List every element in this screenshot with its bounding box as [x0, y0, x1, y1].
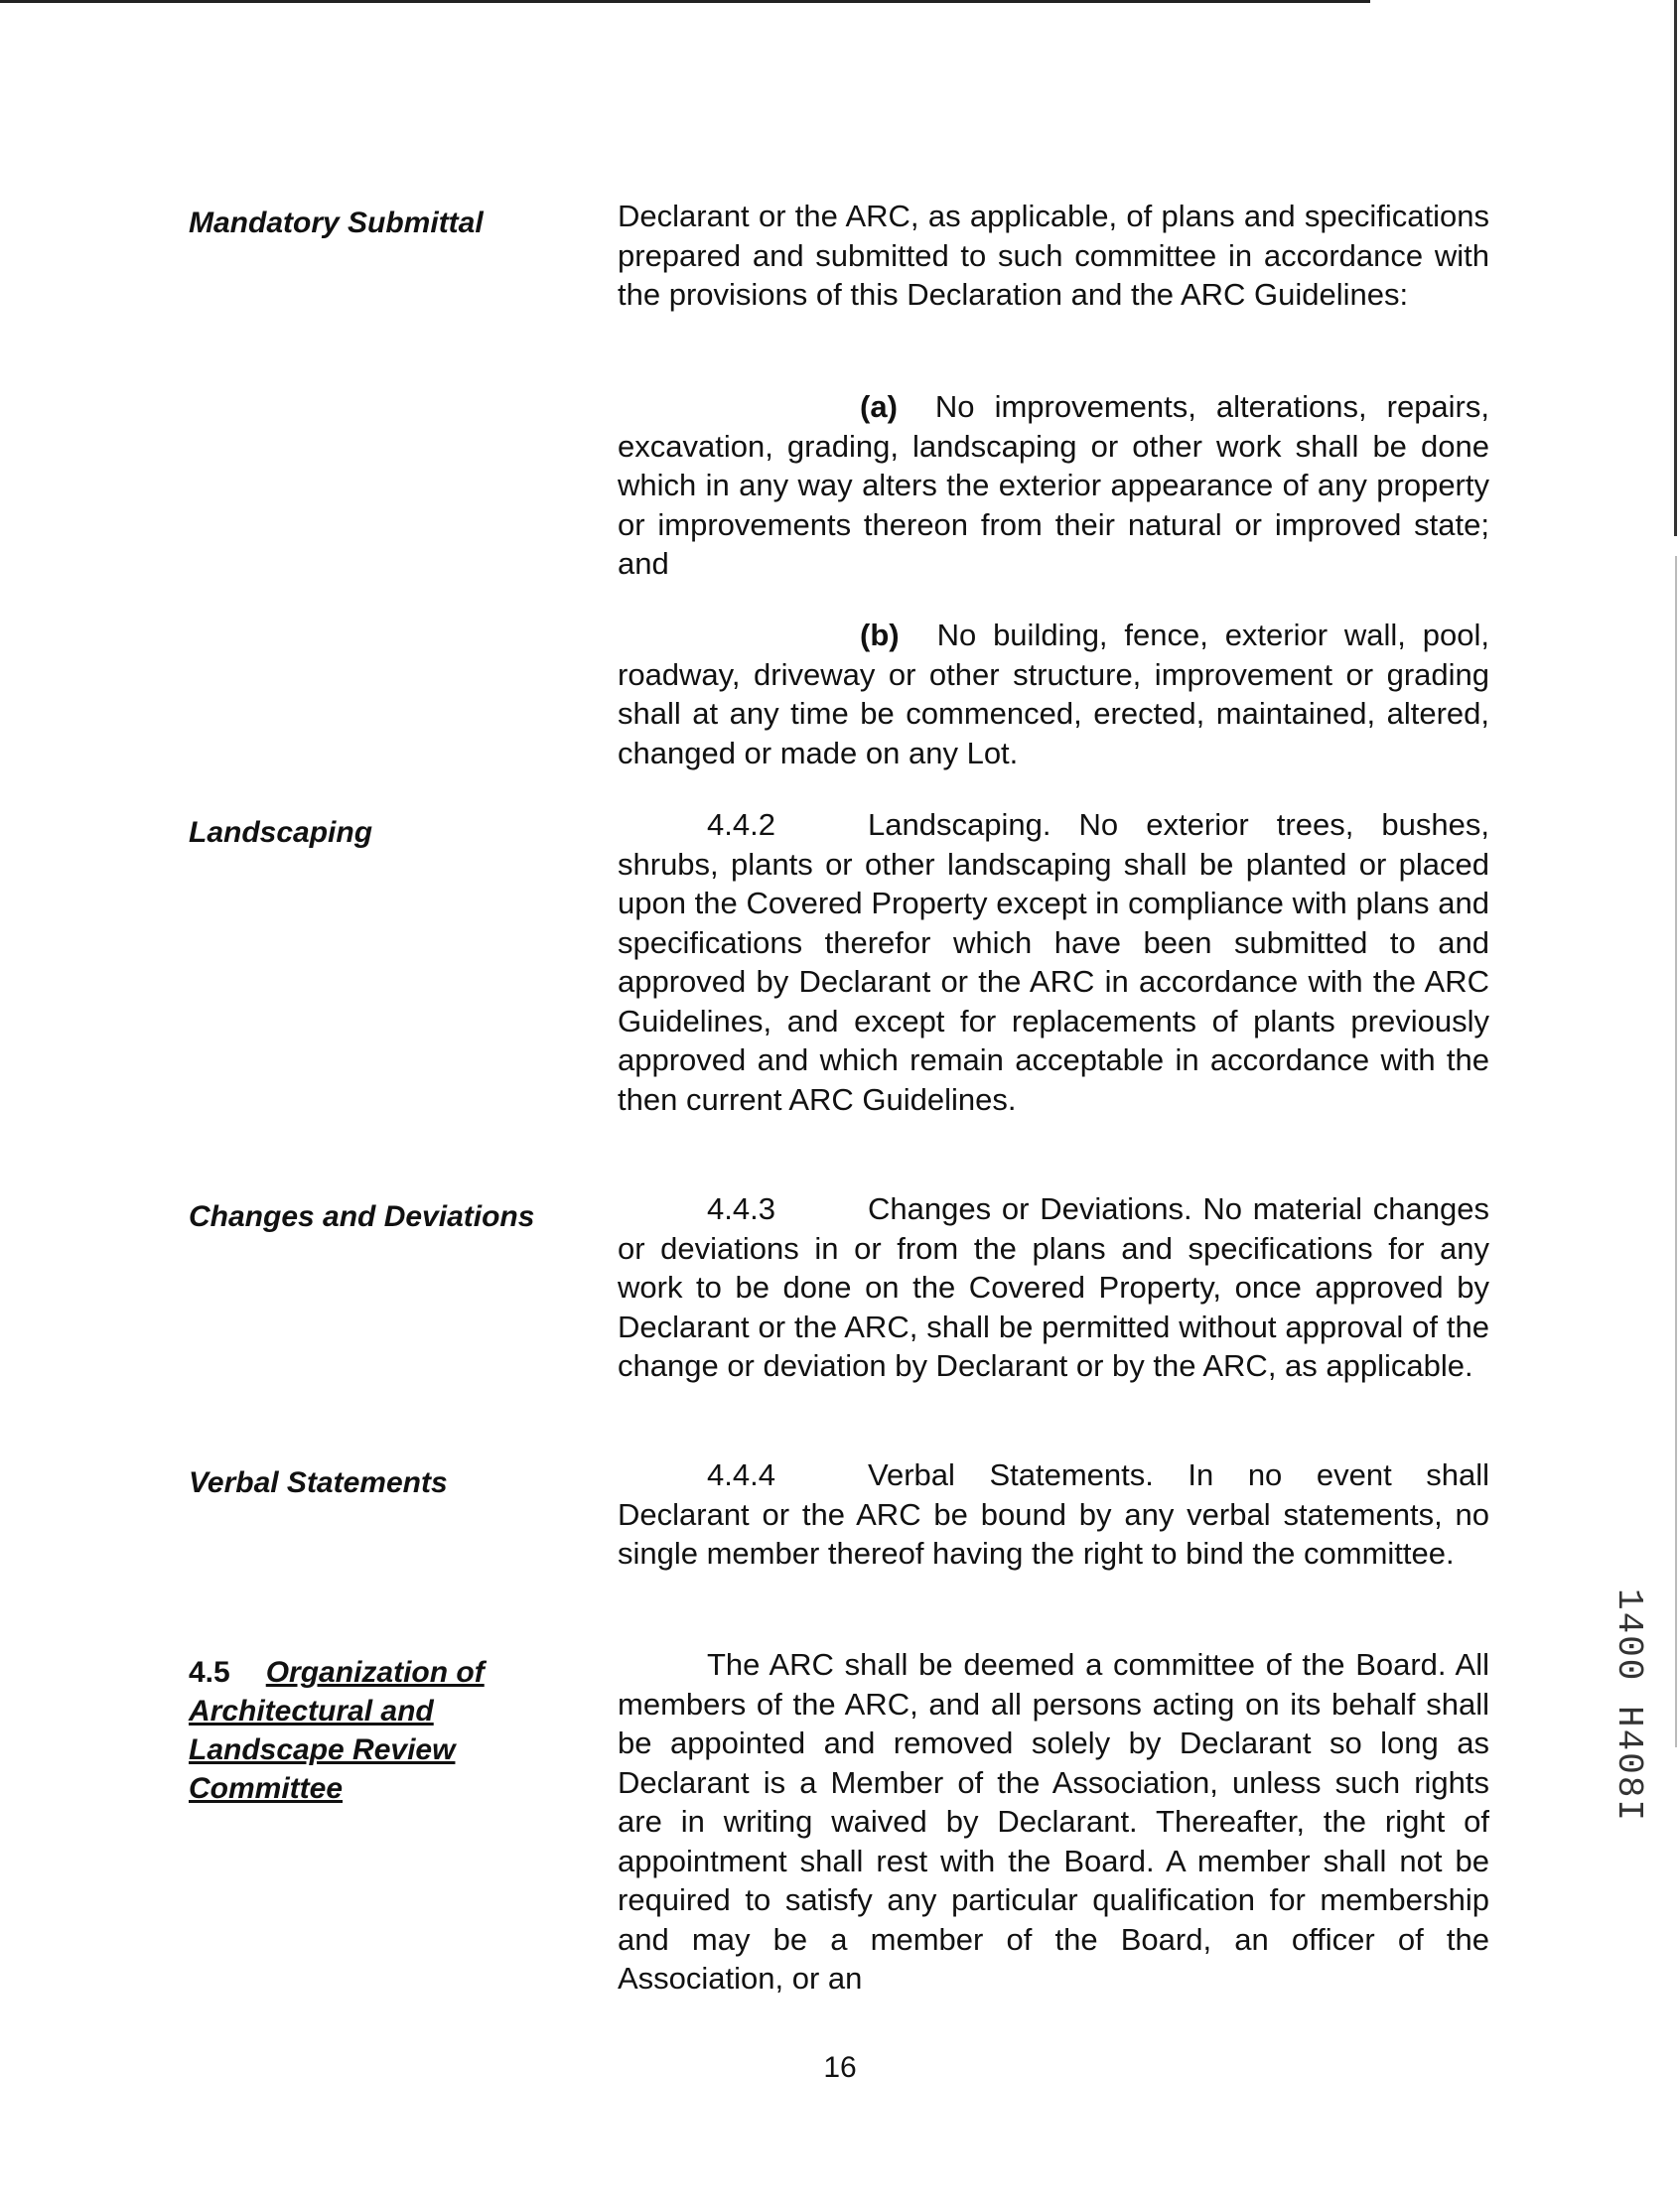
- top-border-line: [0, 0, 1370, 3]
- heading-changes-deviations: Changes and Deviations: [189, 1200, 535, 1233]
- paragraph-sub-a: [618, 387, 1489, 584]
- paragraph-4-5: [618, 1645, 1489, 1999]
- paragraph-4-4-4: [618, 1455, 1489, 1574]
- section-number-4-4-3: 4.4.3: [707, 1191, 775, 1226]
- heading-mandatory-submittal: Mandatory Submittal: [189, 207, 484, 239]
- paragraph-4-4-3: [618, 1189, 1489, 1386]
- organization-title-line-1: Organization of: [265, 1656, 485, 1689]
- sub-b-label: (b): [860, 618, 900, 652]
- heading-organization: [189, 1653, 596, 1808]
- organization-title-line-4: Committee: [189, 1772, 344, 1805]
- side-recording-number: 1400 H408I: [1609, 1588, 1649, 1824]
- section-4-4-2-text: Landscaping. No exterior trees, bushes, shrubs, plants or other landscaping shall be planted or placed upon the Covered Property except in compliance with plans and specifications therefor which have been submitted to and approved by Declarant or the ARC in accordance with the ARC Guidelines, and except for replacements of plants previously approved and which remain acceptable in accordance with the then current ARC Guidelines.: [618, 807, 1489, 1117]
- right-border-line: [1674, 0, 1677, 536]
- section-4-4-3-text: Changes or Deviations. No material changes or deviations in or from the plans and specifications for any work to be done on the Covered Property, once approved by Declarant or the ARC, shall be permitted without approval of the change or deviation by Declarant or by the ARC, as applicable.: [618, 1191, 1489, 1383]
- paragraph-sub-b: [618, 616, 1489, 772]
- sub-a-label: (a): [860, 389, 898, 424]
- heading-verbal-statements: Verbal Statements: [189, 1466, 448, 1499]
- heading-landscaping: Landscaping: [189, 816, 373, 849]
- section-number-4-4-2: 4.4.2: [707, 807, 775, 842]
- page-number: 16: [823, 2051, 857, 2084]
- sub-a-text: No improvements, alterations, repairs, excavation, grading, landscaping or other work shall be done which in any way alters the exterior appearance of any property or improvements thereon from their natural or improved state; and: [618, 389, 1489, 581]
- paragraph-intro: Declarant or the ARC, as applicable, of plans and specifications prepared and submitted to such committee in accordance with the provisions of this Declaration and the ARC Guidelines:: [618, 199, 1489, 312]
- section-4-5-text: The ARC shall be deemed a committee of the Board. All members of the ARC, and all persons acting on its behalf shall be appointed and removed solely by Declarant so long as Declarant is a Member of the Association, unless such rights are in writing waived by Declarant. Thereafter, the right of appointment shall rest with the Board. A member shall not be required to satisfy any particular qualification for membership and may be a member of the Board, an officer of the Association, or an: [618, 1647, 1489, 1996]
- organization-title-line-2: Architectural and: [189, 1695, 434, 1727]
- paragraph-4-4-2: [618, 805, 1489, 1119]
- organization-title-line-3: Landscape Review: [189, 1733, 456, 1766]
- section-number-4-4-4: 4.4.4: [707, 1457, 775, 1492]
- section-number-4-5: 4.5: [189, 1656, 230, 1689]
- section-4-4-4-text: Verbal Statements. In no event shall Declarant or the ARC be bound by any verbal statements, no single member thereof having the right to bind the committee.: [618, 1457, 1489, 1571]
- sub-b-text: No building, fence, exterior wall, pool, roadway, driveway or other structure, improvement or grading shall at any time be commenced, erected, maintained, altered, changed or made on any Lot.: [618, 618, 1489, 770]
- right-border-line-faint: [1675, 556, 1677, 1747]
